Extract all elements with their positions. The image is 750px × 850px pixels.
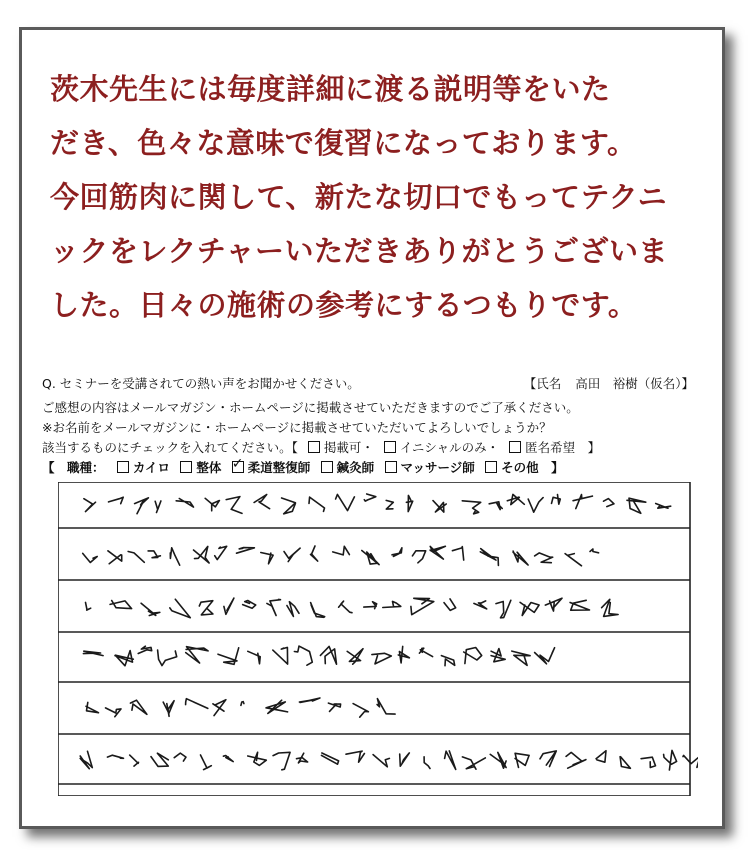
handwritten-glyph (174, 753, 186, 761)
handwritten-glyph (224, 598, 234, 614)
handwritten-glyph (412, 551, 425, 563)
handwritten-glyph (433, 501, 446, 512)
handwritten-glyph (339, 601, 352, 613)
handwritten-glyph (83, 553, 98, 562)
handwritten-answer-area (58, 482, 698, 796)
handwritten-glyph (406, 495, 412, 511)
occupation-row (42, 458, 564, 476)
handwritten-glyph (130, 755, 139, 766)
handwritten-glyph (452, 547, 463, 561)
handwritten-glyph (107, 755, 123, 758)
handwritten-glyph (362, 551, 379, 565)
handwritten-glyph (627, 498, 646, 513)
handwritten-glyph (282, 498, 296, 514)
handwritten-glyph (201, 755, 212, 770)
handwritten-glyph (186, 699, 208, 709)
handwritten-glyph (261, 553, 273, 564)
answer-box (58, 482, 690, 796)
handwritten-glyph (540, 751, 556, 767)
handwritten-glyph (441, 656, 454, 666)
handwritten-glyph (535, 648, 555, 664)
handwritten-glyph (199, 601, 213, 615)
handwritten-glyph (186, 647, 208, 663)
handwritten-glyph (383, 601, 401, 607)
handwritten-glyph (656, 504, 671, 509)
handwritten-glyph (194, 546, 210, 563)
handwriting-image (58, 482, 698, 796)
handwritten-glyph (237, 548, 255, 554)
handwritten-glyph (320, 646, 336, 664)
handwritten-glyph (336, 494, 355, 510)
handwritten-glyph (328, 703, 340, 711)
occupation-label-seitai: 整体 (196, 460, 222, 475)
handwritten-glyph (86, 702, 99, 712)
consent-notice: ご感想の内容はメールマガジン・ホームページに掲載させていただきますのでご了承ください。 (42, 400, 579, 415)
name-field (524, 374, 694, 392)
handwritten-glyph (226, 497, 242, 514)
headline-line: だき、色々な意味で復習になっております。 (50, 126, 637, 160)
check-instruction: 該当するものにチェックを入れてください。【 (42, 440, 298, 455)
headline-line: した。日々の施術の参考にするつもりです。 (50, 288, 638, 322)
handwritten-glyph (138, 646, 152, 653)
handwritten-glyph (155, 501, 161, 513)
handwritten-glyph (218, 648, 239, 665)
handwritten-glyph (170, 599, 191, 618)
handwritten-glyph (570, 600, 589, 610)
handwritten-glyph (528, 498, 543, 513)
handwritten-glyph (170, 548, 179, 565)
handwritten-glyph (565, 554, 581, 566)
handwritten-glyph (223, 756, 233, 762)
handwritten-glyph (445, 751, 456, 770)
handwritten-glyph (309, 497, 325, 511)
handwritten-glyph (273, 752, 290, 770)
handwritten-glyph (215, 546, 227, 559)
handwritten-glyph (596, 751, 606, 763)
handwritten-glyph (513, 551, 528, 565)
handwritten-glyph (273, 647, 288, 664)
handwritten-glyph (83, 651, 103, 655)
handwritten-glyph (602, 599, 619, 616)
handwritten-glyph (474, 601, 487, 609)
occupation-label-acupuncture: 鍼灸師 (336, 460, 375, 475)
handwritten-glyph (311, 603, 325, 618)
handwritten-glyph (163, 701, 174, 717)
handwritten-glyph (373, 755, 389, 767)
occupation-checkbox-massage[interactable] (385, 461, 397, 473)
handwritten-glyph (490, 752, 506, 768)
handwritten-glyph (267, 599, 281, 615)
handwritten-glyph (287, 602, 299, 617)
handwritten-glyph (108, 551, 122, 564)
handwritten-glyph (322, 753, 339, 764)
permission-checkbox-initials[interactable] (384, 441, 396, 453)
handwritten-glyph (109, 497, 124, 504)
handwritten-glyph (333, 546, 350, 555)
permission-checkbox-publish[interactable] (308, 441, 320, 453)
handwritten-glyph (566, 752, 586, 768)
handwritten-glyph (294, 646, 312, 665)
handwritten-glyph (520, 602, 539, 615)
occupation-label: 【 職種： (42, 460, 105, 475)
handwritten-glyph (213, 700, 226, 716)
handwritten-glyph (364, 494, 376, 501)
handwritten-glyph (507, 494, 524, 504)
handwritten-glyph (266, 700, 288, 713)
question-row (40, 374, 700, 394)
handwritten-glyph (590, 549, 599, 553)
occupation-checkbox-acupuncture[interactable] (321, 461, 333, 473)
handwritten-glyph (128, 552, 144, 563)
handwritten-glyph (254, 495, 270, 509)
handwritten-glyph (604, 499, 615, 507)
headline-line: 茨木先生には毎度詳細に渡る説明等をいた (50, 72, 611, 106)
occupation-label-chiro: カイロ (132, 460, 171, 475)
handwritten-glyph (151, 753, 168, 766)
handwritten-glyph (496, 600, 511, 618)
handwritten-glyph (462, 501, 480, 514)
permission-row (42, 438, 600, 456)
handwritten-glyph (664, 750, 677, 770)
handwritten-glyph (424, 757, 430, 769)
handwritten-glyph (80, 751, 92, 768)
handwritten-glyph (535, 553, 553, 563)
name-label: 【氏名 (523, 376, 562, 391)
handwritten-glyph (311, 546, 318, 561)
handwritten-glyph (430, 546, 445, 559)
handwritten-glyph (545, 598, 562, 611)
handwritten-glyph (115, 651, 133, 666)
handwritten-glyph (641, 757, 655, 767)
handwritten-glyph (573, 495, 592, 509)
handwritten-glyph (346, 751, 364, 762)
handwritten-glyph (419, 648, 432, 656)
headline-line: ックをレクチャーいただきありがとうございま (50, 234, 669, 268)
handwritten-glyph (243, 601, 256, 609)
handwritten-glyph (248, 752, 266, 765)
handwritten-glyph (84, 499, 96, 512)
occupation-label-massage: マッサージ師 (400, 460, 475, 475)
handwritten-glyph (372, 653, 391, 664)
occupation-label-other: その他 】 (501, 460, 564, 475)
permission-label-initials: イニシャルのみ・ (399, 440, 500, 455)
handwritten-glyph (400, 753, 410, 766)
handwritten-glyph (377, 699, 395, 715)
handwritten-glyph (205, 498, 219, 511)
handwritten-glyph (141, 603, 160, 615)
name-value: 高田 裕樹（仮名）】 (575, 376, 694, 391)
handwritten-glyph (284, 548, 300, 562)
handwritten-glyph (364, 602, 377, 609)
handwritten-glyph (135, 498, 149, 514)
handwritten-glyph (106, 708, 122, 717)
permission-label-anonymous: 匿名希望 】 (525, 440, 601, 455)
handwritten-glyph (176, 499, 193, 508)
handwritten-glyph (347, 649, 363, 665)
handwritten-glyph (386, 500, 393, 509)
handwritten-glyph (241, 702, 244, 706)
occupation-label-judo: 柔道整復師 (247, 460, 311, 475)
name-publish-question: ※お名前をメールマガジンに・ホームページに掲載させていただいてよろしいでしょうか？ (42, 420, 552, 435)
handwritten-glyph (353, 704, 368, 718)
handwritten-glyph (491, 649, 505, 662)
handwritten-glyph (130, 700, 147, 714)
handwritten-glyph (299, 698, 320, 703)
question-text: Q. セミナーを受講されての熱い声をお聞かせください。 (42, 376, 360, 391)
handwritten-glyph (297, 753, 308, 763)
handwritten-glyph (411, 598, 434, 614)
occupation-checkbox-seitai[interactable] (180, 461, 192, 473)
handwritten-glyph (464, 648, 482, 664)
handwritten-glyph (248, 651, 260, 664)
handwritten-glyph (480, 549, 498, 566)
handwritten-glyph (86, 602, 91, 610)
handwritten-glyph (462, 757, 485, 769)
headline-line: 今回筋肉に関して、新たな切口でもってテクニ (50, 180, 668, 214)
handwritten-glyph (444, 599, 456, 611)
occupation-checkbox-chiro[interactable] (117, 461, 129, 473)
testimonial-headline (50, 62, 690, 332)
handwritten-glyph (392, 548, 402, 557)
handwritten-glyph (398, 646, 409, 663)
handwritten-glyph (512, 651, 530, 665)
survey-form (40, 356, 700, 808)
permission-checkbox-anonymous[interactable] (509, 441, 521, 453)
permission-label-publish: 掲載可・ (323, 440, 374, 455)
handwritten-glyph (110, 601, 132, 609)
handwritten-glyph (620, 757, 630, 769)
handwritten-glyph (552, 495, 561, 505)
handwritten-glyph (489, 502, 502, 510)
occupation-checkbox-other[interactable] (485, 461, 497, 473)
occupation-checkbox-judo[interactable] (232, 461, 244, 473)
handwritten-glyph (148, 551, 160, 558)
handwritten-glyph (158, 650, 177, 666)
handwritten-glyph (515, 753, 529, 767)
